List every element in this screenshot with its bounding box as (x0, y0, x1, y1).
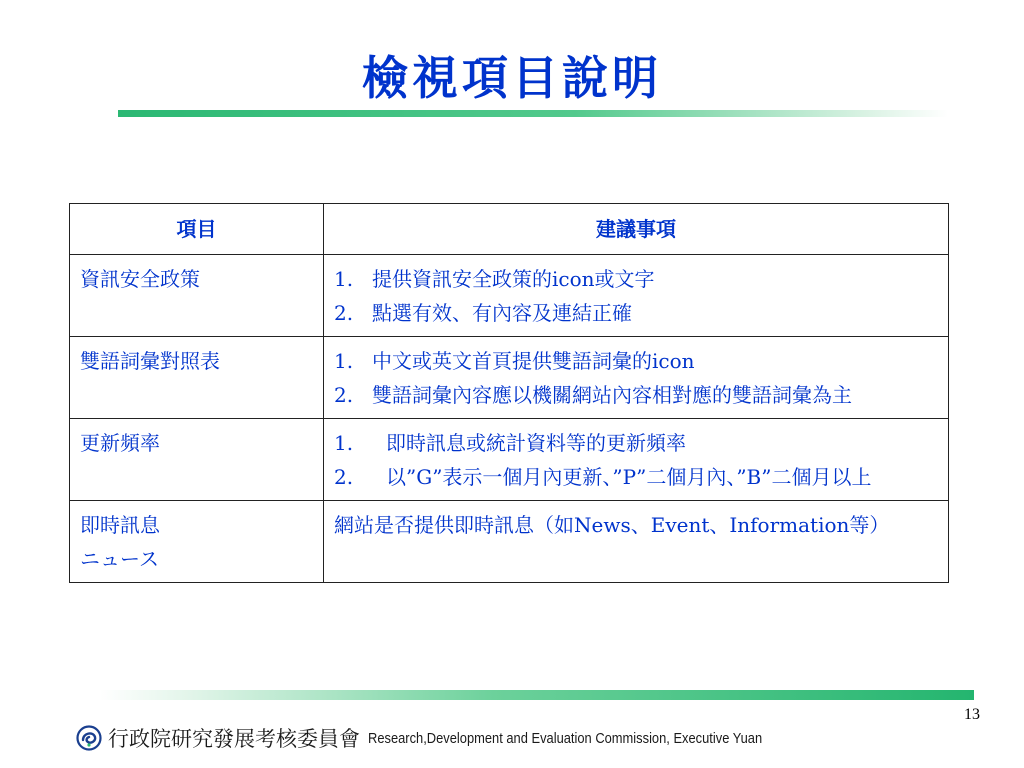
suggestion-item (334, 426, 938, 460)
suggestion-number: 2. (334, 465, 354, 489)
suggestion-item (334, 344, 938, 378)
suggestion-number: 1. (334, 267, 354, 291)
item-cell (70, 501, 324, 583)
suggestion-list (334, 344, 938, 412)
suggestion-cell (324, 337, 949, 419)
suggestion-number: 2. (334, 301, 354, 325)
header-item: 項目 (70, 204, 324, 255)
suggestion-item (334, 296, 938, 330)
item-label: 資訊安全政策 (80, 267, 200, 291)
item-cell (70, 255, 324, 337)
page-number: 13 (964, 706, 980, 723)
suggestion-number: 2. (334, 383, 354, 407)
slide-title: 檢視項目說明 (362, 51, 662, 105)
review-items-table (69, 203, 949, 583)
suggestion-text: 網站是否提供即時訊息（如News、Event、Information等） (334, 513, 890, 537)
item-cell (70, 419, 324, 501)
rdec-logo-icon (76, 725, 102, 751)
suggestion-text: 提供資訊安全政策的icon或文字 (372, 267, 655, 291)
table-row (70, 419, 949, 501)
suggestion-list (334, 262, 938, 330)
item-label: 雙語詞彙對照表 (80, 349, 220, 373)
table-row (70, 337, 949, 419)
suggestion-list (334, 426, 938, 494)
suggestion-number: 1. (334, 431, 354, 455)
suggestion-text: 以”G”表示一個月內更新、”P”二個月內、”B”二個月以上 (386, 465, 872, 489)
item-label: 即時訊息 (80, 513, 160, 537)
header-suggestion: 建議事項 (324, 204, 949, 255)
suggestion-text: 即時訊息或統計資料等的更新頻率 (386, 431, 686, 455)
table-row (70, 501, 949, 583)
suggestion-cell (324, 255, 949, 337)
suggestion-item (334, 262, 938, 296)
footer (76, 720, 826, 756)
suggestion-text: 中文或英文首頁提供雙語詞彙的icon (372, 349, 695, 373)
org-name-en: Research,Development and Evaluation Commission, Executive Yuan (368, 729, 763, 747)
suggestion-cell (324, 419, 949, 501)
suggestion-text: 點選有效、有內容及連結正確 (372, 301, 632, 325)
table-header-row (70, 204, 949, 255)
suggestion-number: 1. (334, 349, 354, 373)
org-name-zh: 行政院研究發展考核委員會 (108, 727, 360, 751)
title-divider (118, 110, 948, 117)
item-label: 更新頻率 (80, 431, 160, 455)
suggestion-cell (324, 501, 949, 583)
suggestion-text: 雙語詞彙內容應以機關網站內容相對應的雙語詞彙為主 (372, 383, 852, 407)
review-items-table-container (69, 203, 948, 583)
item-cell (70, 337, 324, 419)
suggestion-item (334, 460, 938, 494)
table-row (70, 255, 949, 337)
suggestion-item (334, 378, 938, 412)
footer-divider (100, 690, 974, 700)
item-label-secondary: ニュース (80, 547, 159, 571)
